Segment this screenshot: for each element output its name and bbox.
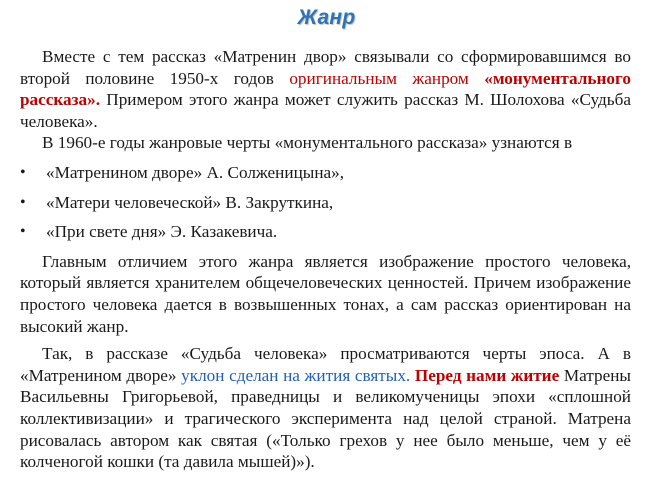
bullet-icon: • — [20, 193, 26, 211]
intro-highlight-genre: оригинальным жанром — [289, 68, 485, 88]
list-item-text: «Матренином дворе» А. Солженицына», — [46, 162, 345, 182]
intro-text: Вместе с тем рассказ «Матренин двор» связывали со сформировавшимся во второй половине 1950-х годов — [20, 47, 631, 88]
bullet-list — [20, 162, 631, 243]
list-item-text: «При свете дня» Э. Казакевича. — [46, 222, 278, 242]
epic-highlight-life: Перед нами житие — [414, 365, 560, 385]
intro-highlight-monumental: «монументального рассказа». — [20, 68, 631, 110]
epic-highlight-hagiography: уклон сделан на жития святых. — [181, 365, 411, 385]
slide-title: Жанр — [297, 6, 356, 29]
paragraph-main-difference: Главным отличием этого жанра является изображение простого человека, который является хранителем общечеловеческих ценностей. Причем изображение простого человека дается в возвышенных тонах, а сам рассказ ориентирован на высокий жанр. — [20, 251, 631, 336]
list-item — [20, 162, 631, 184]
paragraph-1960s: В 1960-е годы жанровые черты «монументального рассказа» узнаются в — [42, 133, 573, 153]
epic-text: Так, в рассказе «Судьба человека» просматриваются черты эпоса. А в «Матренином дворе» — [20, 344, 631, 385]
list-item — [20, 192, 631, 214]
slide-content — [20, 46, 631, 473]
bullet-icon: • — [20, 163, 26, 181]
bullet-icon: • — [20, 223, 26, 241]
paragraph-intro — [20, 46, 631, 132]
paragraph-epic — [20, 343, 631, 473]
list-item — [20, 221, 631, 243]
epic-text-end: Матрены Васильевны Григорьевой, праведницы и великомученицы эпохи «сплошной коллективизации» и трагического эксперимента над целой страной. Матрена рисовалась автором как святая («Только грехов у нее было меньше, чем у её колченогой кошки (та давила мышей)»). — [20, 365, 631, 472]
list-item-text: «Матери человеческой» В. Закруткина, — [46, 192, 334, 212]
intro-text-end: Примером этого жанра может служить рассказ М. Шолохова «Судьба человека». — [20, 90, 631, 131]
